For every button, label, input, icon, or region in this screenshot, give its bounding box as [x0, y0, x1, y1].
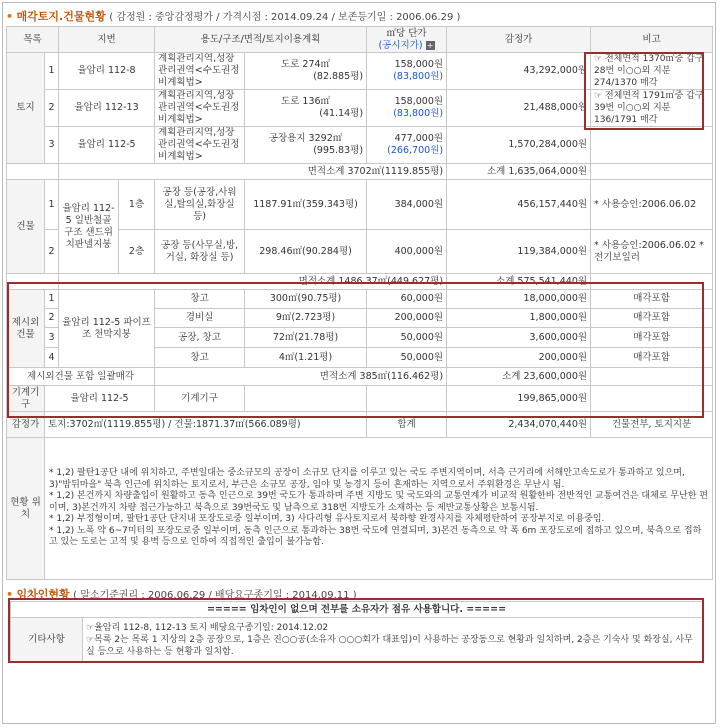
row-price: 400,000원: [367, 230, 447, 274]
total-sum: 2,434,070,440원: [447, 412, 591, 438]
row-plan: 계획관리지역,성장관리권역<수도권정비계획법>: [155, 127, 245, 164]
row-price: 477,000원: [394, 133, 444, 144]
section2-subtitle: ( 말소기준권리 : 2006.06.29 / 배당요구종기일 : 2014.09.11 ): [73, 590, 357, 601]
total-remark: 건물전부, 토지지분: [591, 412, 713, 438]
row-no: 2: [45, 230, 59, 274]
table-row: [7, 90, 713, 127]
tenant-notice: ===== 임차인이 없으며 전부를 소유자가 점유 사용합니다. =====: [11, 602, 703, 618]
row-remark: [591, 127, 713, 164]
extra-subtotal-row: [7, 368, 713, 386]
row-appraisal: 1,800,000원: [447, 309, 591, 328]
extra-label: 제시외 건물: [7, 290, 45, 368]
extra-summary-label: 제시외건물 포함 일괄매각: [7, 368, 155, 386]
land-area-total: 면적소계 3702㎡(1119.855평): [59, 164, 447, 180]
row-remark: 매각포함: [591, 328, 713, 348]
row-usage: 창고: [155, 348, 245, 368]
row-usage: 공장, 창고: [155, 328, 245, 348]
header-mokrok: 목록: [7, 27, 59, 53]
table-row: [7, 290, 713, 309]
header-jibun: 지번: [59, 27, 155, 53]
row-no: 1: [45, 53, 59, 90]
land-subtotal-row: [7, 164, 713, 180]
total-detail: 토지:3702㎡(1119.855평) / 건물:1871.37㎡(566.089평): [45, 412, 367, 438]
row-plan: 계획관리지역,성장관리권역<수도권정비계획법>: [155, 53, 245, 90]
row-area: 도로 274㎡: [281, 59, 331, 70]
section2-title: 임차인현황: [16, 588, 70, 601]
machine-jibun: 율암리 112-5: [45, 386, 155, 412]
row-appraisal: 200,000원: [447, 348, 591, 368]
row-appraisal: 119,384,000원: [447, 230, 591, 274]
row-area: 공장용지 3292㎡: [268, 133, 343, 144]
header-remarks: 비고: [591, 27, 713, 53]
bullet-icon: •: [6, 588, 14, 601]
unit-price-label: ㎡당 단가: [386, 27, 427, 39]
row-no: 1: [45, 180, 59, 230]
memo-line: ☞목록 2는 목록 1 지상의 2층 공장으로, 1층은 진○○공(소유자 ○○○회가 대표임)이 사용하는 공장동으로 현황과 일치하며, 2층은 기숙사 및 화장실, 사무실 등으로 사용하는 등 현황과 일치함.: [86, 634, 693, 657]
location-item: * 1,2) 노폭 약 6~7미터의 포장도로중 일부이며, 동측 인근으로 통과하는 38번 국도에 연결되며, 3)본건 동측으로 약 폭 6m 포장도로에 접하고 있으며, 북측으로 접하고 있는 도로는 고적 및 용벽 등으로 인하여 직접적인 출입이 불가능함.: [49, 525, 702, 548]
row-no: 2: [45, 309, 59, 328]
row-plan: 계획관리지역,성장관리권역<수도권정비계획법>: [155, 90, 245, 127]
location-label: 현황 위치: [7, 438, 45, 580]
row-price: 200,000원: [367, 309, 447, 328]
building-label: 건물: [7, 180, 45, 274]
row-appraisal: 21,488,000원: [447, 90, 591, 127]
total-label: 감정가: [7, 412, 45, 438]
bullet-icon: •: [6, 10, 14, 23]
other-label: 기타사항: [11, 618, 83, 662]
building-jibun: 율암리 112-5 일반철골구조 샌드위치판넬지붕: [59, 180, 119, 274]
row-public-price: (83,800원): [393, 71, 444, 82]
machine-usage: 기계기구: [155, 386, 245, 412]
public-price-label: (공시지가): [378, 39, 423, 51]
land-label: 토지: [7, 53, 45, 164]
row-price: 60,000원: [367, 290, 447, 309]
extra-jibun: 율암리 112-5 파이프조 천막지붕: [59, 290, 155, 368]
row-usage: 공장 등(사무실,방, 거실, 화장실 등): [155, 230, 245, 274]
memo-line: ☞율암리 112-8, 112-13 토지 배당요구종기일: 2014.12.02: [86, 622, 329, 633]
building-subtotal: 소계 575,541,440원: [447, 274, 591, 290]
land-subtotal: 소계 1,635,064,000원: [447, 164, 591, 180]
row-remark: 매각포함: [591, 290, 713, 309]
plus-icon[interactable]: +: [426, 40, 434, 50]
row-remark: ☞ 전체면적 1370㎡중 갑구28번 이○○외 지분 274/1370 매각: [591, 53, 713, 90]
row-jibun: 율암리 112-5: [59, 127, 155, 164]
row-usage: 공장 등(공장,사워실,탈의실,화장실 등): [155, 180, 245, 230]
row-public-price: (266,700원): [387, 145, 444, 156]
row-pyeong: (995.83평): [313, 145, 364, 156]
extra-subtotal: 소계 23,600,000원: [447, 368, 591, 386]
row-floor: 2층: [119, 230, 155, 274]
machine-label: 기계기구: [7, 386, 45, 412]
row-area: 300㎡(90.75평): [245, 290, 367, 309]
header-usage: 용도/구조/면적/토지이용계획: [155, 27, 367, 53]
row-price: 158,000원: [394, 96, 444, 107]
row-floor: 1층: [119, 180, 155, 230]
row-appraisal: 18,000,000원: [447, 290, 591, 309]
row-no: 4: [45, 348, 59, 368]
table-row: [7, 180, 713, 230]
row-remark: 매각포함: [591, 348, 713, 368]
header-appraisal: 감정가: [447, 27, 591, 53]
row-area: 1187.91㎡(359.343평): [245, 180, 367, 230]
row-appraisal: 456,157,440원: [447, 180, 591, 230]
row-pyeong: (82.885평): [313, 71, 364, 82]
row-appraisal: 3,600,000원: [447, 328, 591, 348]
row-jibun: 율암리 112-13: [59, 90, 155, 127]
row-area: 도로 136㎡: [281, 96, 331, 107]
location-item: * 1,2) 본건까지 차량출입이 원활하고 동측 인근으로 39번 국도가 통과하며 주변 지방도 및 국도와의 교통연계가 비교적 원활한바 전반적인 교통여건은 대체로 무난한 편이며, 3)본건까지 차량 접근가능하고 북측으로 39번국도 및 남측으로 318번 지방도가 소재하는 등 제반교통상황은 보통시됨.: [49, 491, 708, 513]
building-subtotal-row: [7, 274, 713, 290]
section1-subtitle: ( 감정원 : 중앙감정평가 / 가격시점 : 2014.09.24 / 보존등기일 : 2006.06.29 ): [109, 12, 461, 23]
row-no: 3: [45, 328, 59, 348]
row-remark: * 사용승인:2006.06.02: [591, 180, 713, 230]
row-area: 72㎡(21.78평): [245, 328, 367, 348]
property-table: [6, 26, 713, 580]
row-usage: 경비실: [155, 309, 245, 328]
table-row: [7, 53, 713, 90]
row-remark: 매각포함: [591, 309, 713, 328]
row-price: 50,000원: [367, 328, 447, 348]
building-area-total: 면적소계 1486.37㎡(449.627평): [59, 274, 447, 290]
row-remark: * 사용승인:2006.06.02 * 전기보일러: [591, 230, 713, 274]
row-appraisal: 43,292,000원: [447, 53, 591, 90]
row-remark: ☞ 전체면적 1791㎡중 갑구39번 이○○외 지분 136/1791 매각: [591, 90, 713, 127]
machine-row: [7, 386, 713, 412]
machine-appraisal: 199,865,000원: [447, 386, 591, 412]
section1-title: 매각토지.건물현황: [16, 10, 106, 23]
tenant-table: [10, 601, 703, 662]
header-unit-price: [367, 27, 447, 53]
row-no: 2: [45, 90, 59, 127]
location-item: * 1,2) 부정형이며, 팔탄1공단 단지내 포장도로중 일부이며, 3) 사다리형 유사토지로서 북하향 완경사지를 자체평탄하여 공장부지로 이용중임.: [49, 514, 605, 525]
row-no: 1: [45, 290, 59, 309]
row-price: 158,000원: [394, 59, 444, 70]
location-item: * 1,2) 팔탄1공단 내에 위치하고, 주변일대는 중소규모의 공장이 소규모 단지를 이루고 있는 국도 주변지역이며, 서측 근거리에 서해안고속도로가 통과하고 있으며, 3)"밤뒤마을" 북측 인근에 위치하는 토지로서, 부근은 소규모 공장, 임야 및 농경지 등이 혼재하는 지역으로서 주위환경은 무난시 됨.: [49, 468, 685, 490]
total-row: [7, 412, 713, 438]
total-sum-label: 합계: [367, 412, 447, 438]
row-jibun: 율암리 112-8: [59, 53, 155, 90]
table-row: [7, 127, 713, 164]
row-area: 298.46㎡(90.284평): [245, 230, 367, 274]
row-area: 9㎡(2.723평): [245, 309, 367, 328]
row-pyeong: (41.14평): [319, 108, 364, 119]
row-price: 384,000원: [367, 180, 447, 230]
row-no: 3: [45, 127, 59, 164]
section1-header: [6, 8, 460, 24]
extra-area-total: 면적소계 385㎡(116.462평): [155, 368, 447, 386]
row-appraisal: 1,570,284,000원: [447, 127, 591, 164]
row-price: 50,000원: [367, 348, 447, 368]
row-public-price: (83,800원): [393, 108, 444, 119]
row-area: 4㎡(1.21평): [245, 348, 367, 368]
row-usage: 창고: [155, 290, 245, 309]
section2-header: [6, 586, 357, 602]
location-row: [7, 438, 713, 580]
